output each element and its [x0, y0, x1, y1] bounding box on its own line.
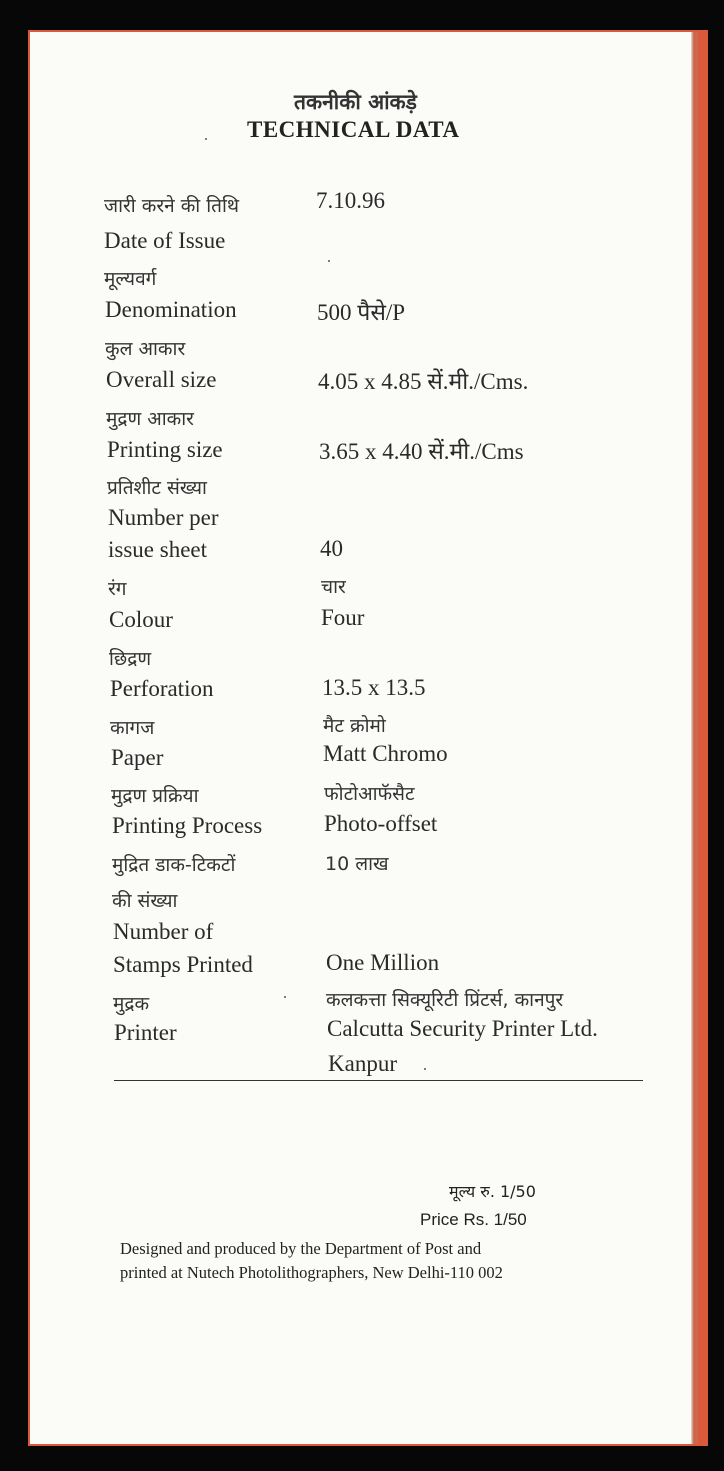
title-hindi: तकनीकी आंकड़े: [294, 90, 417, 114]
printing-process-value-hindi: फोटोआफॅसैट: [324, 783, 415, 805]
paper-value-hindi: मैट क्रोमो: [323, 715, 386, 737]
stamps-printed-label-hindi-line2: की संख्या: [112, 890, 178, 912]
printing-size-value: 3.65 x 4.40 सें.मी./Cms: [319, 439, 524, 464]
footer-line2: printed at Nutech Photolithographers, New Delhi-110 002: [120, 1263, 503, 1282]
stamps-printed-label-line2: Stamps Printed: [113, 952, 253, 977]
title-english: TECHNICAL DATA: [247, 117, 460, 142]
number-per-sheet-label-hindi: प्रतिशीट संख्या: [107, 477, 207, 499]
number-per-sheet-value: 40: [320, 536, 343, 561]
printer-value-line1: Calcutta Security Printer Ltd.: [327, 1016, 598, 1041]
print-speck: [284, 996, 286, 998]
printing-process-value: Photo-offset: [324, 811, 438, 836]
date-label-hindi: जारी करने की तिथि: [104, 195, 240, 217]
overall-size-label: Overall size: [106, 367, 217, 392]
footer-line1: Designed and produced by the Department of Post and: [120, 1239, 482, 1258]
date-value: 7.10.96: [316, 188, 385, 213]
colour-label-hindi: रंग: [108, 578, 127, 600]
printer-value-line2: Kanpur: [328, 1051, 397, 1076]
printing-process-label-hindi: मुद्रण प्रक्रिया: [111, 785, 199, 807]
stamps-printed-label-hindi-line1: मुद्रित डाक-टिकटों: [112, 854, 236, 876]
denomination-value: 500 पैसे/P: [317, 300, 406, 325]
overall-size-value: 4.05 x 4.85 सें.मी./Cms.: [318, 369, 529, 394]
printer-value-hindi: कलकत्ता सिक्यूरिटी प्रिंटर्स, कानपुर: [326, 989, 564, 1011]
sheet-edge: [691, 32, 698, 1444]
colour-value-hindi: चार: [321, 576, 346, 598]
number-per-sheet-label-line2: issue sheet: [108, 537, 208, 562]
paper-label: Paper: [111, 745, 164, 770]
price-hindi: मूल्य रु. 1/50: [449, 1182, 536, 1201]
stamps-printed-value: One Million: [326, 950, 440, 975]
printing-size-label: Printing size: [107, 437, 223, 462]
print-speck: [328, 260, 330, 262]
paper-label-hindi: कागज: [110, 717, 155, 739]
number-per-sheet-label-line1: Number per: [108, 505, 219, 530]
overall-size-label-hindi: कुल आकार: [105, 338, 186, 360]
printer-label-hindi: मुद्रक: [113, 993, 150, 1015]
printer-label: Printer: [114, 1020, 177, 1045]
perforation-value: 13.5 x 13.5: [322, 675, 426, 700]
printing-size-label-hindi: मुद्रण आकार: [106, 408, 194, 430]
date-label: Date of Issue: [104, 228, 226, 253]
print-speck: [424, 1068, 426, 1070]
stamps-printed-value-hindi: 10 लाख: [325, 853, 389, 875]
divider-line: [114, 1080, 643, 1081]
colour-value: Four: [321, 605, 365, 630]
printing-process-label: Printing Process: [112, 813, 263, 838]
paper-value: Matt Chromo: [323, 741, 448, 766]
perforation-label: Perforation: [110, 676, 214, 701]
denomination-label-hindi: मूल्यवर्ग: [104, 268, 157, 290]
colour-label: Colour: [109, 607, 173, 632]
perforation-label-hindi: छिद्रण: [109, 648, 152, 670]
price-english: Price Rs. 1/50: [420, 1210, 527, 1229]
print-speck: [205, 138, 207, 140]
denomination-label: Denomination: [105, 297, 237, 322]
stamps-printed-label-line1: Number of: [113, 919, 214, 944]
